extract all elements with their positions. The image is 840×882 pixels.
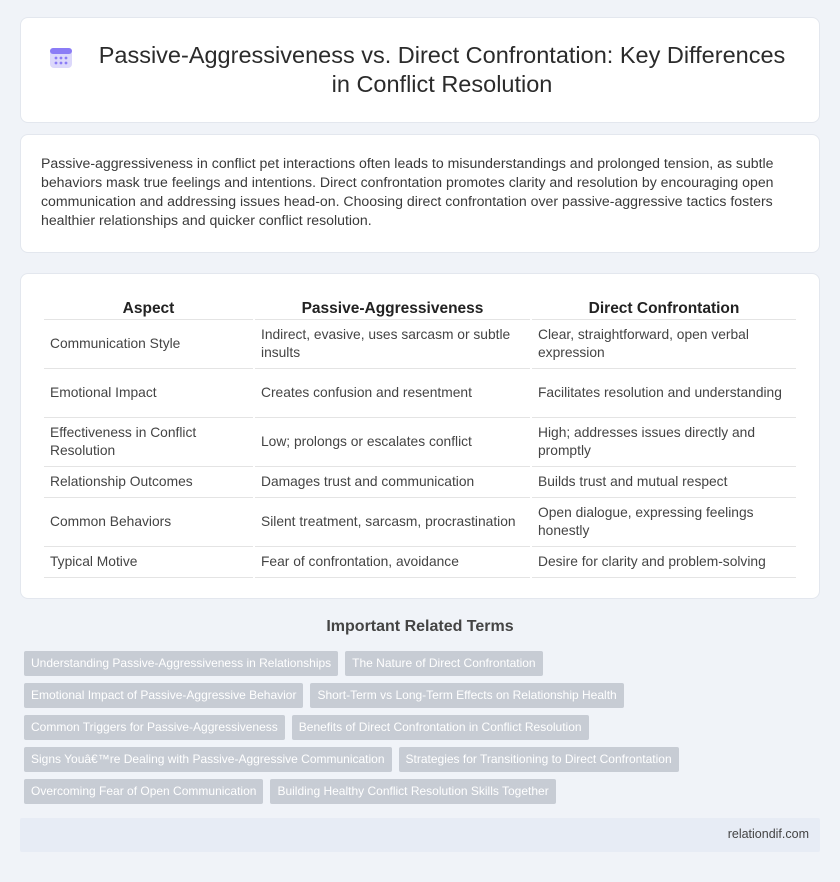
related-terms-title: Important Related Terms: [326, 618, 514, 635]
comparison-table-card: [20, 273, 820, 599]
related-term-tag[interactable]: Common Triggers for Passive-Aggressiveness: [24, 715, 285, 740]
related-term-tag[interactable]: Benefits of Direct Confrontation in Conflict Resolution: [292, 715, 589, 740]
related-term-tag[interactable]: Building Healthy Conflict Resolution Skills Together: [270, 779, 555, 804]
table-cell: Open dialogue, expressing feelings honestly: [532, 497, 796, 546]
table-row: [44, 466, 796, 497]
table-cell: Fear of confrontation, avoidance: [255, 546, 530, 578]
table-cell: Indirect, evasive, uses sarcasm or subtle insults: [255, 319, 530, 368]
calendar-icon: [48, 44, 74, 70]
comparison-table: [42, 295, 798, 578]
table-cell: High; addresses issues directly and promptly: [532, 417, 796, 466]
table-row: [44, 368, 796, 417]
table-cell: Damages trust and communication: [255, 466, 530, 497]
intro-paragraph: Passive-aggressiveness in conflict pet interactions often leads to misunderstandings and prolonged tension, as subtle behaviors mask true feelings and intentions. Direct confrontation promotes clarity and resolution by encouraging open communication and addressing issues head-on. Choosing direct confrontation over passive-aggressive tactics fosters healthier relationships and quicker conflict resolution.: [41, 155, 774, 228]
table-cell: Facilitates resolution and understanding: [532, 368, 796, 417]
header-card: [20, 17, 820, 123]
table-cell: Low; prolongs or escalates conflict: [255, 417, 530, 466]
table-cell: Clear, straightforward, open verbal expression: [532, 319, 796, 368]
table-cell: Effectiveness in Conflict Resolution: [44, 417, 253, 466]
table-cell: Relationship Outcomes: [44, 466, 253, 497]
column-header-passive-aggressiveness: Passive-Aggressiveness: [301, 300, 484, 317]
table-cell: Common Behaviors: [44, 497, 253, 546]
related-term-tag[interactable]: Emotional Impact of Passive-Aggressive Behavior: [24, 683, 303, 708]
footer-site-link[interactable]: relationdif.com: [727, 827, 809, 841]
table-cell: Emotional Impact: [44, 368, 253, 417]
table-cell: Typical Motive: [44, 546, 253, 578]
page-title: Passive-Aggressiveness vs. Direct Confrontation: Key Differences in Conflict Resolution: [98, 42, 786, 97]
table-row: [44, 319, 796, 368]
table-header-row: [44, 295, 796, 319]
footer: [20, 818, 820, 852]
related-term-tag[interactable]: Overcoming Fear of Open Communication: [24, 779, 263, 804]
table-cell: Builds trust and mutual respect: [532, 466, 796, 497]
table-cell: Desire for clarity and problem-solving: [532, 546, 796, 578]
related-terms-list: [24, 651, 814, 811]
table-cell: Creates confusion and resentment: [255, 368, 530, 417]
related-term-tag[interactable]: Strategies for Transitioning to Direct Confrontation: [399, 747, 679, 772]
table-cell: Silent treatment, sarcasm, procrastination: [255, 497, 530, 546]
related-term-tag[interactable]: Short-Term vs Long-Term Effects on Relationship Health: [310, 683, 623, 708]
related-term-tag[interactable]: Understanding Passive-Aggressiveness in Relationships: [24, 651, 338, 676]
table-row: [44, 417, 796, 466]
table-row: [44, 497, 796, 546]
related-term-tag[interactable]: The Nature of Direct Confrontation: [345, 651, 542, 676]
intro-card: [20, 134, 820, 253]
table-cell: Communication Style: [44, 319, 253, 368]
column-header-aspect: Aspect: [122, 300, 175, 317]
related-term-tag[interactable]: Signs Youâ€™re Dealing with Passive-Aggressive Communication: [24, 747, 392, 772]
column-header-direct-confrontation: Direct Confrontation: [588, 300, 740, 317]
table-row: [44, 546, 796, 578]
